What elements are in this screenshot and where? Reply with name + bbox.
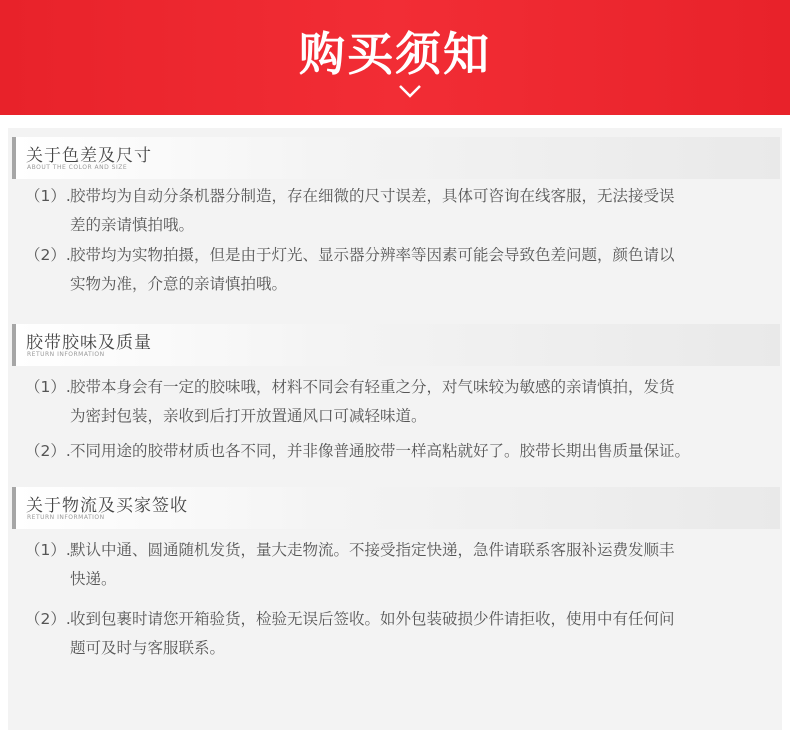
item-text-continued: 为密封包装，亲收到后打开放置通风口可减轻味道。 (70, 407, 427, 425)
section-header-color-size (12, 137, 780, 179)
list-item (25, 182, 765, 240)
item-number: （1）. (25, 378, 71, 396)
banner-title: 购买须知 (299, 27, 491, 81)
section-header-odor-quality (12, 324, 780, 366)
section-header-logistics (12, 487, 780, 529)
item-number: （2）. (25, 610, 71, 628)
list-item (25, 241, 765, 299)
item-text: 胶带均为实物拍摄，但是由于灯光、显示器分辨率等因素可能会导致色差问题，颜色请以 (70, 246, 675, 264)
item-text: 胶带本身会有一定的胶味哦，材料不同会有轻重之分，对气味较为敏感的亲请慎拍，发货 (70, 378, 675, 396)
header-banner (0, 0, 790, 115)
list-item (25, 373, 765, 431)
item-text-continued: 实物为准，介意的亲请慎拍哦。 (70, 275, 288, 293)
item-text-continued: 差的亲请慎拍哦。 (70, 216, 195, 234)
section-title: 关于物流及买家签收 (26, 496, 188, 516)
section-subtitle: ABOUT THE COLOR AND SIZE (27, 164, 128, 171)
list-item (25, 437, 765, 466)
item-text-continued: 快递。 (70, 570, 117, 588)
section-subtitle: RETURN INFORMATION (27, 351, 105, 358)
item-text-continued: 题可及时与客服联系。 (70, 639, 226, 657)
item-text: 胶带均为自动分条机器分制造，存在细微的尺寸误差，具体可咨询在线客服，无法接受误 (70, 187, 675, 205)
item-text: 默认中通、圆通随机发货，量大走物流。不接受指定快递，急件请联系客服补运费发顺丰 (70, 541, 675, 559)
section-title: 胶带胶味及质量 (26, 333, 152, 353)
item-text: 不同用途的胶带材质也各不同，并非像普通胶带一样高粘就好了。胶带长期出售质量保证。 (70, 442, 691, 460)
section-subtitle: RETURN INFORMATION (27, 514, 105, 521)
item-text: 收到包裹时请您开箱验货，检验无误后签收。如外包装破损少件请拒收，使用中有任何问 (70, 610, 675, 628)
item-number: （2）. (25, 246, 71, 264)
list-item (25, 536, 765, 594)
item-number: （1）. (25, 187, 71, 205)
item-number: （1）. (25, 541, 71, 559)
chevron-down-icon (398, 84, 422, 98)
list-item (25, 605, 765, 663)
section-title: 关于色差及尺寸 (26, 146, 152, 166)
item-number: （2）. (25, 442, 71, 460)
